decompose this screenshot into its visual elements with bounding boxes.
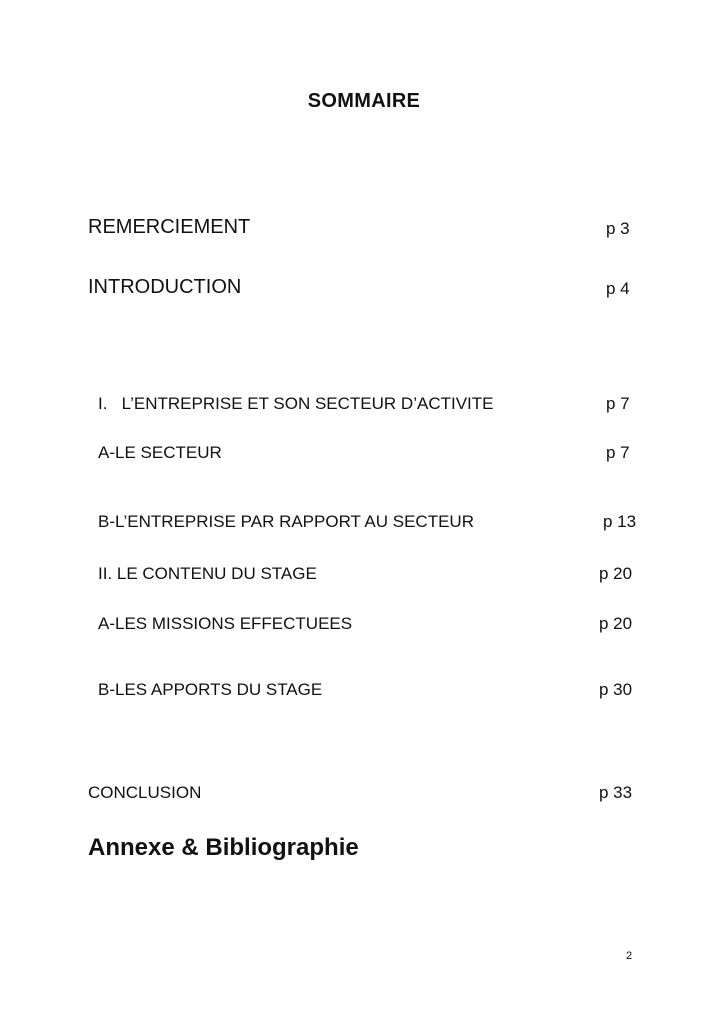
toc-entry — [0, 614, 728, 644]
toc-entry-page: p 13 — [603, 512, 637, 531]
toc-entry — [0, 680, 728, 710]
toc-entry-annex — [0, 834, 728, 870]
toc-entry — [0, 783, 728, 813]
toc-entry-page: p 33 — [599, 783, 633, 802]
toc-entry-page: p 30 — [599, 680, 633, 699]
toc-entry — [0, 443, 728, 473]
toc-entry-label: I. L’ENTREPRISE ET SON SECTEUR D’ACTIVITE — [98, 394, 494, 413]
toc-entry-label: B-L’ENTREPRISE PAR RAPPORT AU SECTEUR — [98, 512, 474, 531]
toc-entry-page: p 20 — [599, 564, 633, 583]
toc-entry-label: B-LES APPORTS DU STAGE — [98, 680, 323, 699]
annex-heading: Annexe & Bibliographie — [88, 834, 359, 861]
toc-entry-label: II. LE CONTENU DU STAGE — [98, 564, 317, 583]
toc-entry-label: CONCLUSION — [88, 783, 202, 802]
toc-entry-page: p 3 — [606, 219, 630, 238]
toc-entry-label: A-LE SECTEUR — [98, 443, 222, 462]
toc-entry — [0, 512, 728, 542]
toc-entry-label: INTRODUCTION — [88, 276, 242, 298]
toc-entry-label: A-LES MISSIONS EFFECTUEES — [98, 614, 353, 633]
toc-entry-label: REMERCIEMENT — [88, 216, 251, 238]
toc-entry-page: p 4 — [606, 279, 630, 298]
toc-entry — [0, 216, 728, 246]
toc-entry — [0, 564, 728, 594]
toc-entry-page: p 7 — [606, 394, 630, 413]
toc-entry-page: p 20 — [599, 614, 633, 633]
page-number: 2 — [626, 950, 633, 962]
document-title: SOMMAIRE — [307, 90, 421, 112]
toc-entry — [0, 394, 728, 424]
toc-entry-page: p 7 — [606, 443, 630, 462]
toc-entry — [0, 276, 728, 306]
